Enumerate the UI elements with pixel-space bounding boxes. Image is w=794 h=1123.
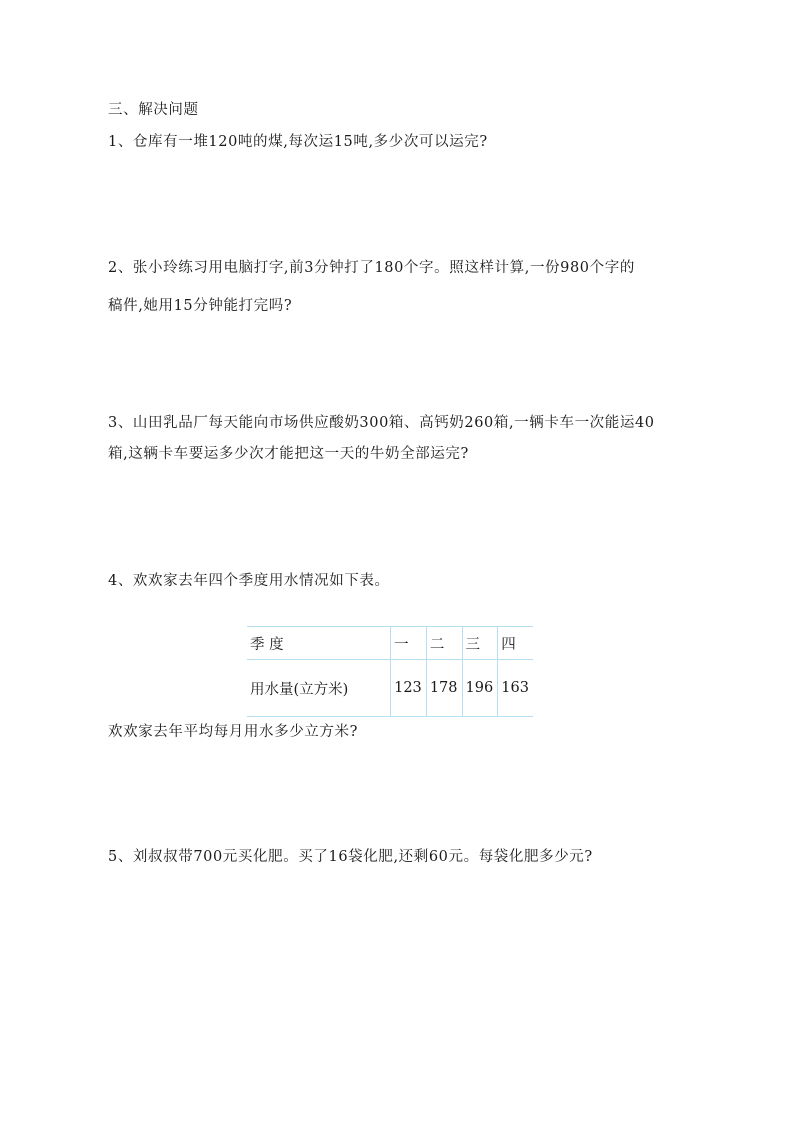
question-2-line-1: 2、张小玲练习用电脑打字,前3分钟打了180个字。照这样计算,一份980个字的 xyxy=(108,260,635,276)
quarter-3-header: 三 xyxy=(462,627,498,660)
section-heading: 三、解决问题 xyxy=(108,102,199,118)
quarter-3-value: 196 xyxy=(462,660,498,717)
quarter-2-value: 178 xyxy=(426,660,462,717)
question-3-line-1: 3、山田乳品厂每天能向市场供应酸奶300箱、高钙奶260箱,一辆卡车一次能运40 xyxy=(108,415,655,431)
question-5: 5、刘叔叔带700元买化肥。买了16袋化肥,还剩60元。每袋化肥多少元? xyxy=(108,849,593,865)
table-data-row xyxy=(247,660,533,717)
quarter-4-header: 四 xyxy=(498,627,533,660)
water-usage-label: 用水量(立方米) xyxy=(247,660,391,717)
season-header-label: 季 度 xyxy=(247,627,391,660)
question-3-line-2: 箱,这辆卡车要运多少次才能把这一天的牛奶全部运完? xyxy=(108,446,469,462)
question-2-line-2: 稿件,她用15分钟能打完吗? xyxy=(108,298,293,314)
water-usage-table xyxy=(247,626,533,716)
quarter-1-header: 一 xyxy=(391,627,427,660)
quarter-2-header: 二 xyxy=(426,627,462,660)
table-header-row xyxy=(247,627,533,660)
question-4-ask: 欢欢家去年平均每月用水多少立方米? xyxy=(108,724,358,740)
question-4-intro: 4、欢欢家去年四个季度用水情况如下表。 xyxy=(108,573,390,589)
quarter-4-value: 163 xyxy=(498,660,533,717)
question-1: 1、仓库有一堆120吨的煤,每次运15吨,多少次可以运完? xyxy=(108,134,488,150)
quarter-1-value: 123 xyxy=(391,660,427,717)
